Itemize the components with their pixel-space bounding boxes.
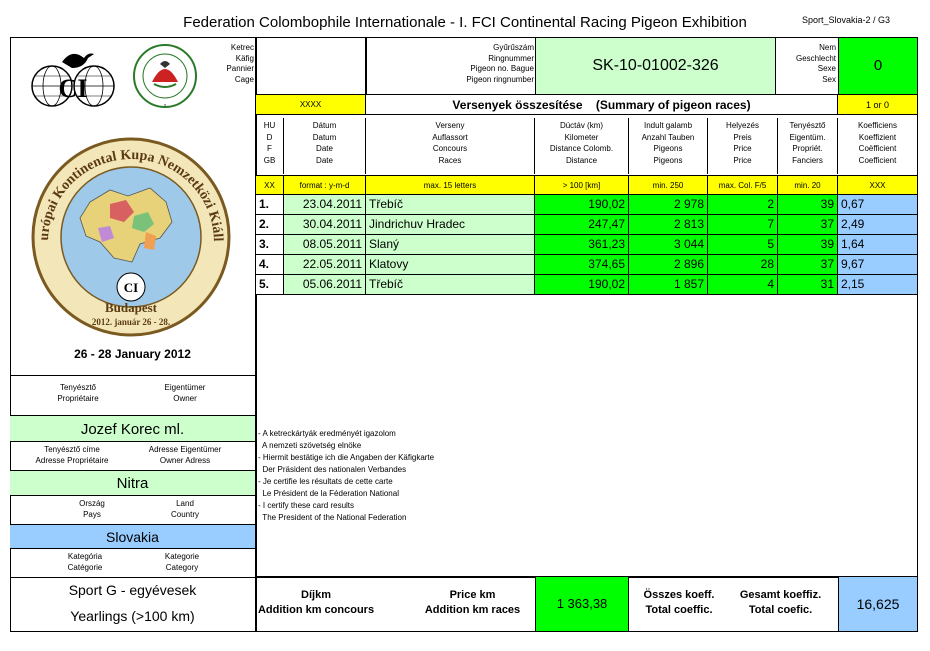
svg-text:*: * [164,104,166,110]
row-distance: 247,47 [535,215,629,235]
row-number: 4. [256,255,284,275]
cert-line: A nemzeti szövetség elnöke [258,441,362,450]
row-pigeons: 1 857 [629,275,708,295]
category-label-hu: Kategória [67,552,103,561]
address-label-en: Owner Adress [159,455,211,465]
header-fanciers: Tenyésztő Eigentüm. Propriét. Fanciers [778,118,838,174]
summary-title: Versenyek összesítése (Summary of pigeon races) [366,94,838,115]
format-distance: > 100 [km] [535,175,629,195]
row-date: 22.05.2011 [284,255,366,275]
federation-emblem [130,40,200,112]
cert-line: - Je certifie les résultats de cette carte [258,477,393,486]
address-label-hu: Tenyésztő címe [44,445,100,454]
format-race: max. 15 letters [366,175,535,195]
emblem-arc-text: urópai Kontinental Kupa Nemzetközi Kiáll [36,147,226,242]
row-pigeons: 2 896 [629,255,708,275]
address-label-de: Adresse Eigentümer [148,445,222,454]
category-label-fr: Catégorie [67,562,103,572]
svg-text:CI: CI [123,280,139,295]
address-label-fr: Adresse Propriétaire [35,455,109,465]
cert-line: - A ketreckártyák eredményét igazolom [258,429,396,438]
row-fanciers: 37 [778,255,838,275]
total-coef-de-1: Gesamt koeffiz. [739,589,822,601]
xxxx-field: XXXX [256,94,366,115]
format-coefficient: XXX [838,175,917,195]
category-label-left [35,552,135,573]
header-lang: HU D F GB [256,118,284,174]
cert-line: The President of the National Federation [258,513,407,522]
row-pigeons: 3 044 [629,235,708,255]
dijkm-label-hu: Díjkm [301,589,331,601]
owner-label-de: Eigentümer [164,383,206,392]
ring-label-hu: Gyűrűszám [493,43,534,52]
row-number: 1. [256,195,284,215]
table-row [256,275,917,295]
total-coef-label-hu [634,588,724,618]
format-date: format : y-m-d [284,175,366,195]
cert-line: - I certify these card results [258,501,355,510]
row-number: 2. [256,215,284,235]
country-label-left [42,499,142,520]
header-pigeons: Indult galamb Anzahl Tauben Pigeons Pigeons [629,118,708,174]
sex-label-en: Sex [822,74,836,84]
row-date: 23.04.2011 [284,195,366,215]
header-coefficient: Koefficiens Koeffizient Coëfficient Coefficient [858,121,897,165]
row-place: 2 [708,195,778,215]
owner-country: Slovakia [10,524,255,549]
owner-label-fr: Propriétaire [57,393,99,403]
row-coefficient: 1,64 [838,235,917,255]
format-place: max. Col. F/5 [708,175,778,195]
left-divider [10,375,256,376]
ring-labels [430,43,534,85]
table-row [256,235,917,255]
km-total: 1 363,38 [535,577,629,631]
cage-label-en: Cage [234,74,254,84]
cage-label-hu: Ketrec [230,43,254,52]
address-label-right [135,445,235,466]
sex-value: 0 [838,38,917,94]
svg-text:CI: CI [58,74,88,103]
table-row [256,195,917,215]
format-fanciers: min. 20 [778,175,838,195]
row-race: Klatovy [366,255,535,275]
one-or-zero: 1 or 0 [838,94,917,115]
format-row [256,175,917,195]
row-coefficient: 2,15 [838,275,917,295]
certification-text [258,416,558,536]
total-coef-label-de [728,588,833,618]
row-pigeons: 2 978 [629,195,708,215]
row-fanciers: 31 [778,275,838,295]
header-date: Dátum Datum Date Date [284,118,366,174]
dijkm-label [256,588,376,618]
total-coef-hu-1: Összes koeff. [643,589,715,601]
country-label-right [135,499,235,520]
country-label-fr: Pays [83,509,101,519]
pricekm-label [410,588,535,618]
sex-label-hu: Nem [819,43,836,52]
owner-address: Nitra [10,470,255,496]
row-place: 7 [708,215,778,235]
pricekm-label-1: Price km [449,589,496,601]
category-label-de: Kategorie [164,552,200,561]
row-number: 5. [256,275,284,295]
category-label-en: Category [165,562,199,572]
cage-label-fr: Pannier [226,64,254,73]
row-race: Jindrichuv Hradec [366,215,535,235]
sex-label-de: Geschlecht [795,53,836,63]
sex-label-fr: Sexe [817,64,836,73]
cert-line: Der Präsident des nationalen Verbandes [258,465,407,474]
row-place: 5 [708,235,778,255]
category-line-1: Sport G - egyévesek [68,582,197,598]
emblem-city: Budapest [104,300,158,315]
row-distance: 190,02 [535,275,629,295]
row-place: 4 [708,275,778,295]
row-distance: 374,65 [535,255,629,275]
exhibition-emblem [20,132,242,337]
total-coef-de-2: Total coefic. [748,604,813,616]
row-date: 08.05.2011 [284,235,366,255]
sex-labels [780,43,836,85]
row-date: 05.06.2011 [284,275,366,295]
page-title: Federation Colombophile Internationale - I. FCI Continental Racing Pigeon Exhibition [183,14,747,31]
table-row [256,255,917,275]
table-header [256,118,917,174]
emblem-dates: 2012. január 26 - 28. [91,317,171,327]
owner-name: Jozef Korec ml. [10,415,255,442]
cage-labels [200,43,254,85]
cage-label-de: Käfig [235,53,254,63]
row-coefficient: 2,49 [838,215,917,235]
table-row [256,215,917,235]
country-label-hu: Ország [79,499,105,508]
cert-line: Le Président de la Féderation National [258,489,399,498]
ring-label-de: Ringnummer [488,53,534,63]
category-divider [10,577,256,578]
owner-label-right [145,383,225,404]
format-lang: XX [256,175,284,195]
header-race: Verseny Auflassort Concours Races [366,118,535,174]
row-race: Třebíč [366,275,535,295]
ring-number: SK-10-01002-326 [535,38,776,94]
owner-label-hu: Tenyésztő [59,383,97,392]
ring-label-en: Pigeon ringnumber [466,74,534,84]
total-coef-hu-2: Total coeffic. [645,604,713,616]
owner-label-en: Owner [173,393,197,403]
row-race: Třebíč [366,195,535,215]
row-pigeons: 2 813 [629,215,708,235]
document-code: Sport_Slovakia-2 / G3 [801,15,890,25]
country-label-en: Country [170,509,199,519]
row-place: 28 [708,255,778,275]
row-fanciers: 39 [778,235,838,255]
row-distance: 190,02 [535,195,629,215]
row-coefficient: 9,67 [838,255,917,275]
country-label-de: Land [176,499,194,508]
format-pigeons: min. 250 [629,175,708,195]
cert-line: - Hiermit bestätige ich die Angaben der Käfigkarte [258,453,435,462]
event-date: 26 - 28 January 2012 [74,347,191,361]
row-fanciers: 37 [778,215,838,235]
row-fanciers: 39 [778,195,838,215]
row-date: 30.04.2011 [284,215,366,235]
header-distance: Dúctáv (km) Kilometer Distance Colomb. Distance [535,118,629,174]
header-place: Helyezés Preis Price Price [708,118,778,174]
category-line-2: Yearlings (>100 km) [70,608,195,624]
category-label-right [132,552,232,573]
owner-label-left [38,383,118,404]
ring-label-fr: Pigeon no. Bague [470,64,534,73]
cage-divider [365,37,367,94]
fci-logo [22,42,122,110]
row-distance: 361,23 [535,235,629,255]
row-race: Slaný [366,235,535,255]
address-label-left [22,445,122,466]
row-coefficient: 0,67 [838,195,917,215]
dijkm-label-en: Addition km concours [257,604,375,616]
coef-total: 16,625 [838,577,917,631]
row-number: 3. [256,235,284,255]
pricekm-label-2: Addition km races [424,604,521,616]
